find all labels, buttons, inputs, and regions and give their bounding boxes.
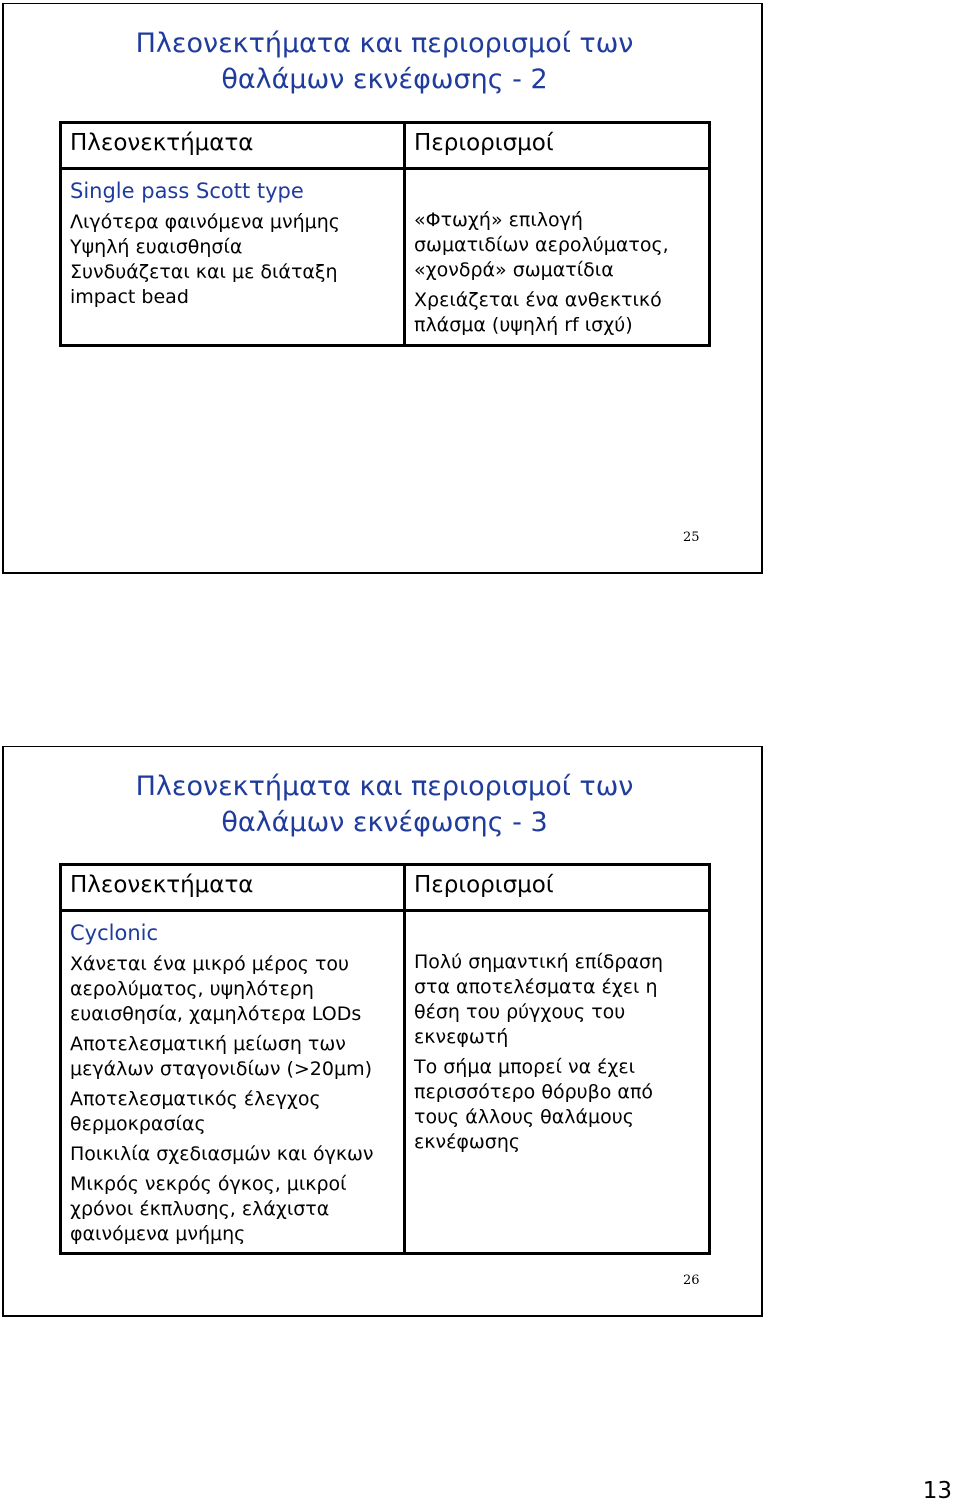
advantages-subtitle: Cyclonic — [70, 921, 159, 945]
page-number: 26 — [683, 1273, 700, 1288]
limitation-item: «Φτωχή» επιλογή σωματιδίων αερολύματος, «χονδρά» σωματίδια — [414, 209, 669, 281]
title-line-2: θαλάμων εκνέφωσης - 3 — [221, 807, 548, 838]
comparison-table — [59, 121, 711, 347]
limitation-item: Το σήμα μπορεί να έχει περισσότερο θόρυβο από τους άλλους θαλάμους εκνέφωσης — [414, 1056, 654, 1153]
limitations-cell — [405, 169, 710, 346]
advantage-item: Αποτελεσματική μείωση των μεγάλων σταγονιδίων (>20μm) — [70, 1033, 372, 1080]
page-number: 25 — [683, 530, 700, 545]
advantages-cell — [61, 911, 405, 1254]
slide-25 — [2, 3, 763, 574]
advantage-item: Λιγότερα φαινόμενα μνήμης — [70, 211, 340, 233]
advantages-cell — [61, 169, 405, 346]
limitations-header: Περιορισμοί — [405, 865, 710, 911]
limitations-cell — [405, 911, 710, 1254]
limitation-item: Χρειάζεται ένα ανθεκτικό πλάσμα (υψηλή rf ισχύ) — [414, 289, 662, 336]
advantages-subtitle: Single pass Scott type — [70, 179, 304, 203]
title-line-1: Πλεονεκτήματα και περιορισμοί των — [135, 771, 634, 802]
slide-title — [4, 26, 765, 98]
limitations-header: Περιορισμοί — [405, 123, 710, 169]
advantage-item: Υψηλή ευαισθησία — [70, 236, 243, 258]
advantage-item: Ποικιλία σχεδιασμών και όγκων — [70, 1143, 374, 1165]
advantage-item: Συνδυάζεται και με διάταξη impact bead — [70, 261, 338, 308]
sheet-page-number: 13 — [922, 1478, 952, 1504]
advantage-item: Αποτελεσματικός έλεγχος θερμοκρασίας — [70, 1088, 321, 1135]
advantage-item: Χάνεται ένα μικρό μέρος του αερολύματος, υψηλότερη ευαισθησία, χαμηλότερα LODs — [70, 953, 362, 1025]
advantages-header: Πλεονεκτήματα — [61, 865, 405, 911]
limitation-item: Πολύ σημαντική επίδραση στα αποτελέσματα έχει η θέση του ρύγχους του εκνεφωτή — [414, 951, 664, 1048]
advantage-item: Μικρός νεκρός όγκος, μικροί χρόνοι έκπλυσης, ελάχιστα φαινόμενα μνήμης — [70, 1173, 347, 1245]
slide-title — [4, 769, 765, 841]
slide-26 — [2, 746, 763, 1317]
comparison-table — [59, 863, 711, 1255]
title-line-1: Πλεονεκτήματα και περιορισμοί των — [135, 28, 634, 59]
title-line-2: θαλάμων εκνέφωσης - 2 — [221, 64, 548, 95]
advantages-header: Πλεονεκτήματα — [61, 123, 405, 169]
